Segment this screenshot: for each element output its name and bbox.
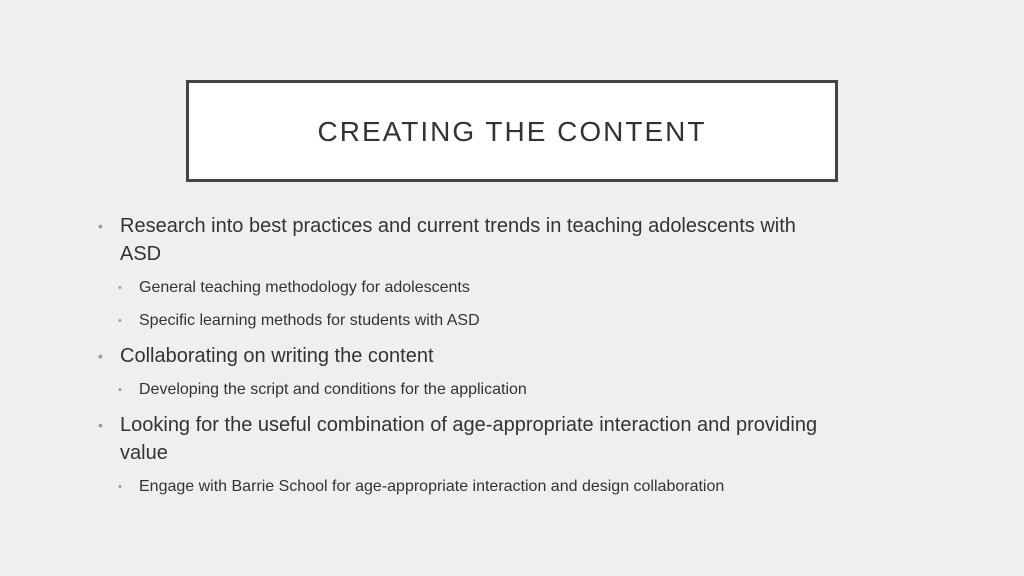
bullet-collaborating [98, 342, 818, 370]
bullet-research [98, 212, 818, 268]
slide-content [98, 212, 818, 508]
bullet-dot-icon: • [118, 315, 122, 327]
sub-bullet-barrie-school [98, 475, 818, 499]
sub-bullet-text: General teaching methodology for adolescents [139, 279, 470, 296]
bullet-text: Collaborating on writing the content [120, 345, 434, 367]
bullet-dot-icon: • [98, 348, 103, 364]
sub-bullet-script [98, 378, 818, 402]
sub-bullet-general-methodology [98, 276, 818, 300]
sub-bullet-text: Developing the script and conditions for the application [139, 381, 527, 398]
sub-bullet-specific-methods [98, 309, 818, 333]
bullet-text: Research into best practices and current trends in teaching adolescents with ASD [120, 215, 796, 265]
sub-bullet-text: Specific learning methods for students with ASD [139, 312, 480, 329]
bullet-dot-icon: • [118, 481, 122, 493]
bullet-dot-icon: • [118, 282, 122, 294]
title-box [186, 80, 838, 182]
bullet-dot-icon: • [118, 384, 122, 396]
slide-title: CREATING THE CONTENT [317, 116, 707, 147]
bullet-text: Looking for the useful combination of age-appropriate interaction and providing value [120, 414, 818, 464]
sub-bullet-text: Engage with Barrie School for age-appropriate interaction and design collaboration [139, 478, 725, 495]
bullet-dot-icon: • [98, 218, 103, 234]
bullet-looking [98, 411, 818, 467]
bullet-dot-icon: • [98, 417, 103, 433]
